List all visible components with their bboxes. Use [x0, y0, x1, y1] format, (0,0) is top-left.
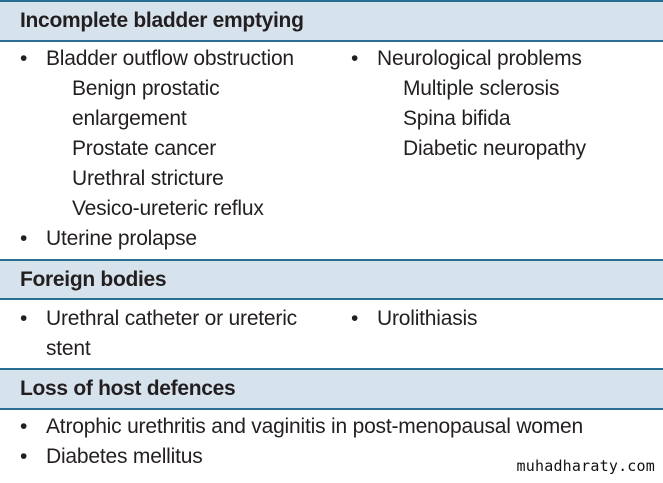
sub-item: Multiple sclerosis	[403, 77, 560, 100]
section-heading-text: Foreign bodies	[20, 267, 167, 291]
sub-item: Urethral stricture	[72, 167, 224, 190]
section-2-left-column	[20, 304, 297, 364]
list-item	[351, 44, 586, 74]
section-heading-text: Loss of host defences	[20, 377, 236, 400]
bullet: •	[20, 47, 28, 70]
sub-item: Diabetic neuropathy	[403, 137, 586, 160]
section-heading-text: Incomplete bladder emptying	[20, 9, 304, 32]
section-heading-foreign-bodies	[0, 261, 663, 298]
list-item-continuation: stent	[46, 337, 91, 360]
section-3-column	[20, 412, 583, 472]
section-1-left-column	[20, 44, 294, 254]
list-item	[20, 442, 583, 472]
sub-item: Spina bifida	[403, 107, 511, 130]
list-item-text: Urolithiasis	[377, 307, 478, 330]
bullet: •	[20, 415, 28, 438]
bullet: •	[20, 445, 28, 468]
bullet: •	[351, 307, 359, 330]
list-item	[20, 304, 297, 334]
list-item-text: Diabetes mellitus	[46, 445, 203, 468]
list-item-text: Urethral catheter or ureteric	[46, 307, 297, 330]
section-1-right-column	[351, 44, 586, 164]
section-divider	[0, 40, 663, 42]
list-item	[20, 44, 294, 74]
sub-item: Vesico-ureteric reflux	[72, 197, 264, 220]
sub-item: enlargement	[72, 107, 187, 130]
list-item	[20, 412, 583, 442]
section-2-right-column	[351, 304, 477, 334]
section-divider	[0, 408, 663, 410]
bullet: •	[20, 307, 28, 330]
sub-item: Prostate cancer	[72, 137, 217, 160]
section-heading-incomplete-bladder-emptying	[0, 2, 663, 40]
list-item	[351, 304, 477, 334]
list-item-text: Atrophic urethritis and vaginitis in post-menopausal women	[46, 415, 584, 438]
watermark: muhadharaty.com	[516, 457, 655, 475]
bullet: •	[351, 47, 359, 70]
section-divider	[0, 298, 663, 300]
list-item	[20, 224, 294, 254]
sub-item: Benign prostatic	[72, 77, 220, 100]
list-item-text: Bladder outflow obstruction	[46, 47, 294, 70]
list-item-text: Uterine prolapse	[46, 227, 197, 250]
bullet: •	[20, 227, 28, 250]
list-item-text: Neurological problems	[377, 47, 582, 70]
section-heading-loss-of-host-defences	[0, 370, 663, 408]
